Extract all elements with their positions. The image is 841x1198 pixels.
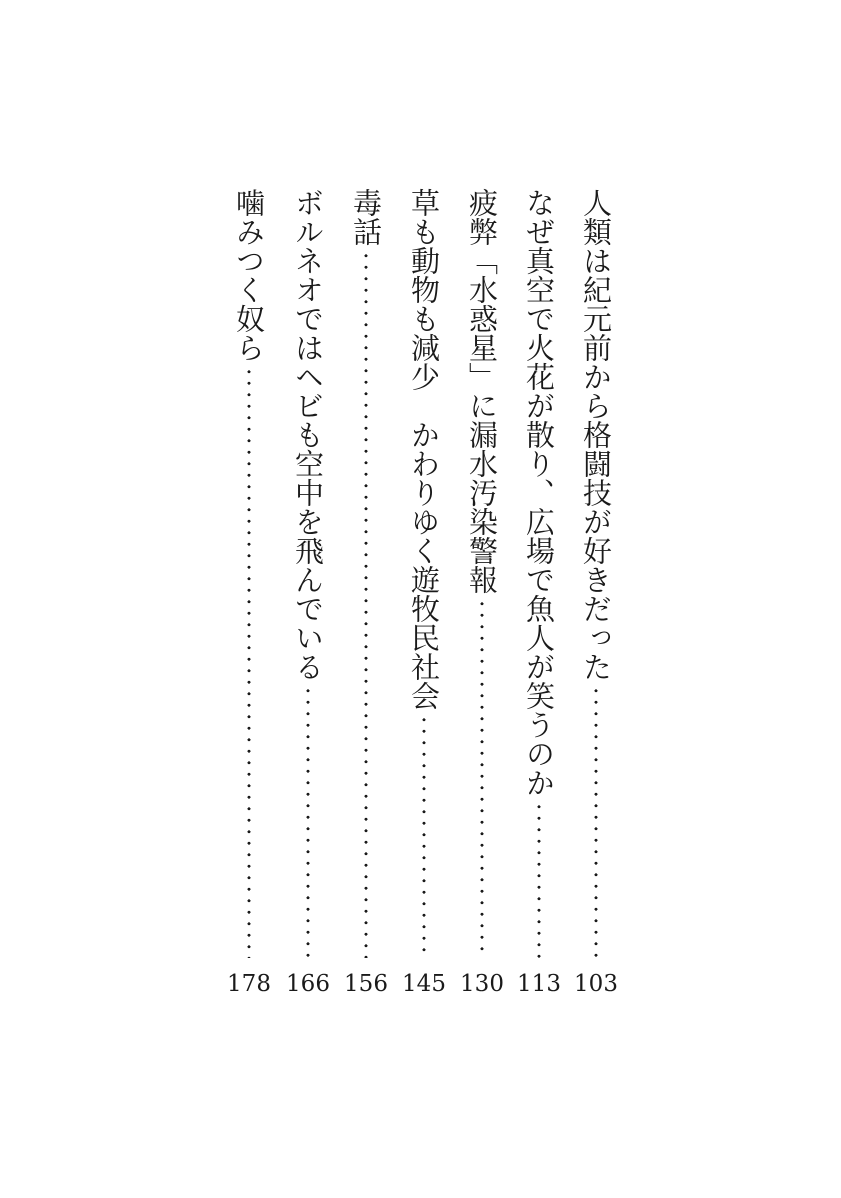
page-number: 156 <box>344 971 388 997</box>
entry-title: なぜ真空で火花が散り、広場で魚人が笑うのか <box>522 188 556 797</box>
page-number: 145 <box>402 971 446 997</box>
page-number: 166 <box>286 971 330 997</box>
entry-title: 人類は紀元前から格闘技が好きだった <box>579 188 613 681</box>
dot-leader <box>594 685 598 958</box>
entry-title: 草も動物も減少 かわりゆく遊牧民社会 <box>407 188 441 710</box>
dot-leader <box>422 714 426 958</box>
toc-entry[interactable] <box>288 188 328 1006</box>
entry-title: 疲弊「水惑星」に漏水汚染警報 <box>465 188 499 594</box>
dot-leader <box>480 598 484 958</box>
dot-leader <box>364 250 368 958</box>
entry-title: 噛みつく奴ら <box>232 188 266 362</box>
dot-leader <box>306 685 310 958</box>
toc-entry[interactable] <box>404 188 444 1006</box>
page-number: 103 <box>574 971 618 997</box>
dot-leader <box>537 801 541 958</box>
page-number: 178 <box>227 971 271 997</box>
toc-entry[interactable] <box>576 188 616 1006</box>
toc-entry[interactable] <box>346 188 386 1006</box>
toc-entry[interactable] <box>462 188 502 1006</box>
entry-title: ボルネオではヘビも空中を飛んでいる <box>291 188 325 681</box>
entry-title: 毒話 <box>349 188 383 246</box>
dot-leader <box>247 366 251 958</box>
page-number: 113 <box>517 971 561 997</box>
toc-entry[interactable] <box>229 188 269 1006</box>
toc-entry[interactable] <box>519 188 559 1006</box>
page-number: 130 <box>460 971 504 997</box>
